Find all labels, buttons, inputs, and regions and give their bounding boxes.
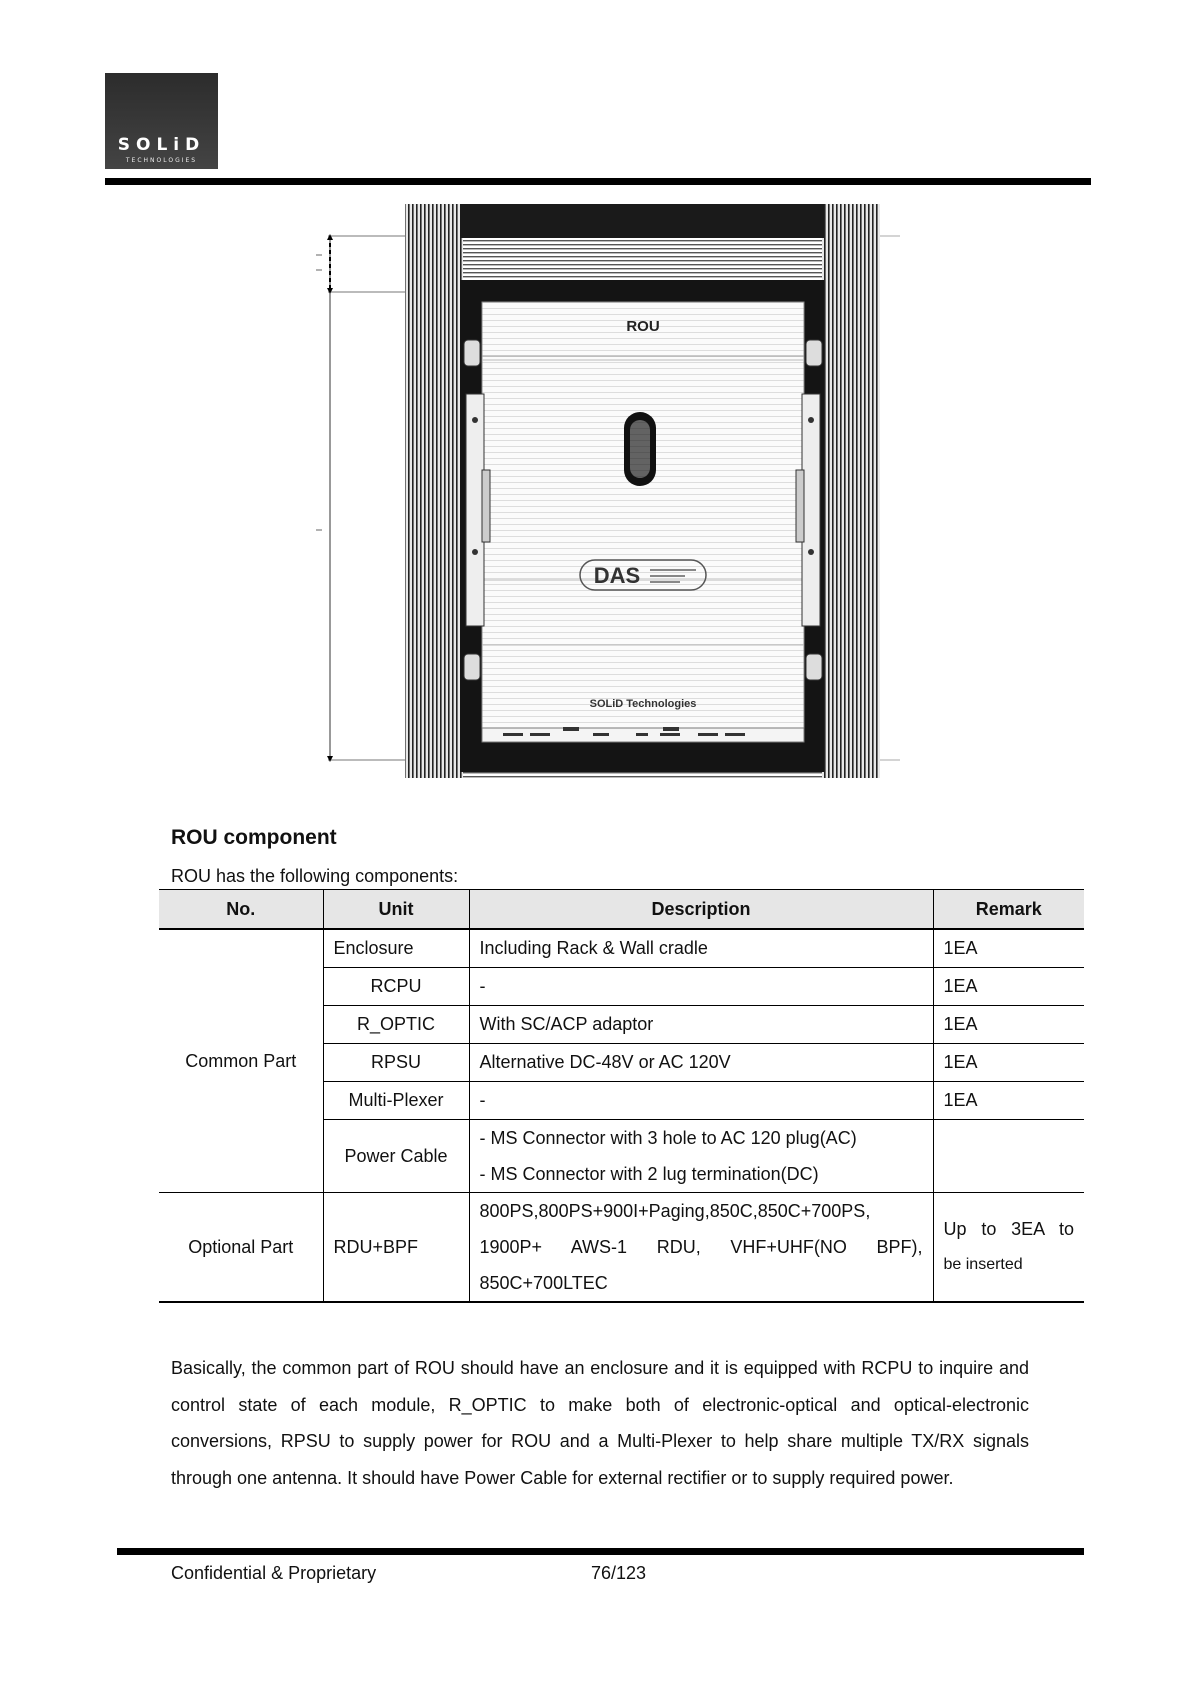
group-optional-part: Optional Part [159, 1193, 323, 1303]
remark-cell: 1EA [933, 929, 1084, 968]
header-unit: Unit [323, 890, 469, 930]
description-cell: With SC/ACP adaptor [469, 1006, 933, 1044]
table-header-row [159, 890, 1084, 930]
description-cell: Including Rack & Wall cradle [469, 929, 933, 968]
remark-cell: 1EA [933, 968, 1084, 1006]
body-paragraph: Basically, the common part of ROU should have an enclosure and it is equipped with RCPU to inquire and control state of each module, R_OPTIC to make both of electronic-optical and optical-electronic conversions, RPSU to supply power for ROU and a Multi-Plexer to help share multiple TX/RX signals through one antenna. It should have Power Cable for external rectifier or to supply required power. [171, 1358, 1029, 1488]
remark-cell [933, 1193, 1084, 1303]
remark-cell: 1EA [933, 1006, 1084, 1044]
figure-das-label: DAS [593, 563, 641, 588]
unit-cell: RPSU [323, 1044, 469, 1082]
footer-rule [117, 1548, 1084, 1555]
rou-component-table [159, 889, 1084, 1303]
unit-cell: RDU+BPF [323, 1193, 469, 1303]
figure-unit-label: ROU [626, 318, 660, 335]
remark-cell: 1EA [933, 1082, 1084, 1120]
section-intro: ROU has the following components: [171, 866, 459, 886]
description-cell: - [469, 968, 933, 1006]
remark-cell: 1EA [933, 1044, 1084, 1082]
remark-cell [933, 1120, 1084, 1193]
section-title: ROU component [171, 826, 337, 849]
description-line: - MS Connector with 2 lug termination(DC) [479, 1164, 819, 1184]
description-cell [469, 1193, 933, 1303]
unit-cell: Multi-Plexer [323, 1082, 469, 1120]
description-line: 800PS,800PS+900I+Paging,850C,850C+700PS, [479, 1201, 871, 1221]
figure-brand-footer: SOLiD Technologies [589, 698, 697, 710]
header-rule [105, 178, 1091, 185]
description-cell: Alternative DC-48V or AC 120V [469, 1044, 933, 1082]
unit-cell: Power Cable [323, 1120, 469, 1193]
description-cell [469, 1120, 933, 1193]
unit-cell: Enclosure [323, 929, 469, 968]
company-logo [105, 73, 218, 169]
table-row [159, 1193, 1084, 1303]
unit-cell: R_OPTIC [323, 1006, 469, 1044]
remark-line: Up to 3EA to [943, 1219, 1074, 1239]
footer-confidential: Confidential & Proprietary [171, 1563, 377, 1583]
group-common-part: Common Part [159, 929, 323, 1193]
description-line: 850C+700LTEC [479, 1273, 608, 1293]
rou-enclosure-drawing [300, 200, 910, 782]
remark-line: be inserted [943, 1256, 1023, 1273]
description-line: 1900P+ AWS-1 RDU, VHF+UHF(NO BPF), [479, 1237, 923, 1257]
table-row [159, 929, 1084, 968]
header-description: Description [469, 890, 933, 930]
logo-wordmark: SOLiD [117, 135, 206, 155]
header-no: No. [159, 890, 323, 930]
unit-cell: RCPU [323, 968, 469, 1006]
description-line: - MS Connector with 3 hole to AC 120 plug(AC) [479, 1128, 857, 1148]
header-remark: Remark [933, 890, 1084, 930]
logo-subtitle: TECHNOLOGIES [125, 157, 198, 164]
page-number: 76/123 [591, 1563, 647, 1583]
description-cell: - [469, 1082, 933, 1120]
